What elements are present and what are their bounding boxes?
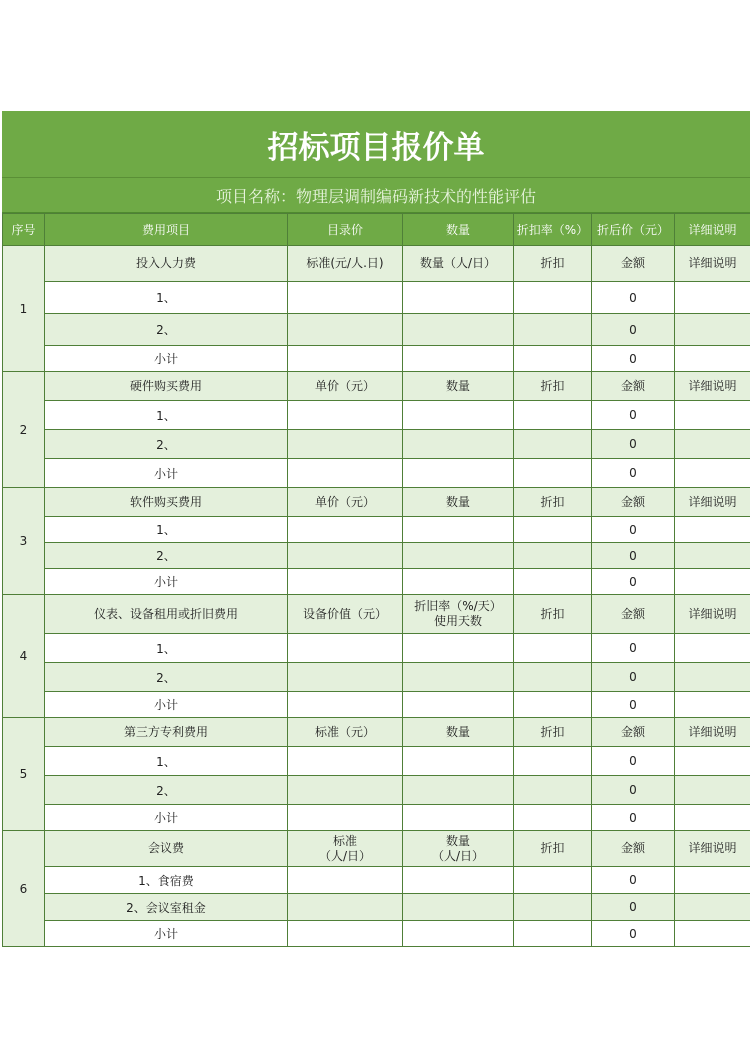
section-list-price: 单价（元） <box>288 488 403 517</box>
quantity-cell[interactable] <box>403 569 514 595</box>
section-quantity: 数量 （人/日） <box>403 831 514 867</box>
section-item: 第三方专利费用 <box>45 718 288 747</box>
amount-cell[interactable]: 0 <box>592 314 675 346</box>
details-cell[interactable] <box>675 517 750 543</box>
amount-cell[interactable]: 0 <box>592 692 675 718</box>
seq-number: 5 <box>3 718 45 831</box>
section-quantity: 数量 <box>403 488 514 517</box>
item-cell[interactable]: 1、 <box>45 282 288 314</box>
project-name-line: 项目名称：物理层调制编码新技术的性能评估 <box>2 178 750 213</box>
quantity-cell[interactable] <box>403 663 514 692</box>
quantity-cell[interactable] <box>403 894 514 921</box>
discount-cell[interactable] <box>514 805 592 831</box>
section-list-price: 单价（元） <box>288 372 403 401</box>
discount-cell[interactable] <box>514 663 592 692</box>
seq-number: 1 <box>3 246 45 372</box>
discount-cell[interactable] <box>514 401 592 430</box>
table-row <box>3 346 750 372</box>
list-price-cell[interactable] <box>288 921 403 947</box>
details-cell[interactable] <box>675 692 750 718</box>
section-row <box>3 595 750 634</box>
list-price-cell[interactable] <box>288 776 403 805</box>
table-row <box>3 894 750 921</box>
amount-cell[interactable]: 0 <box>592 401 675 430</box>
amount-cell[interactable]: 0 <box>592 569 675 595</box>
section-row <box>3 372 750 401</box>
section-discount: 折扣 <box>514 372 592 401</box>
list-price-cell[interactable] <box>288 401 403 430</box>
table-header-row <box>3 214 750 246</box>
section-item: 硬件购买费用 <box>45 372 288 401</box>
section-item: 仪表、设备租用或折旧费用 <box>45 595 288 634</box>
quantity-cell[interactable] <box>403 776 514 805</box>
header-discounted-price: 折后价（元） <box>592 214 675 246</box>
quote-sheet <box>2 111 750 947</box>
section-item: 投入人力费 <box>45 246 288 282</box>
amount-cell[interactable]: 0 <box>592 894 675 921</box>
list-price-cell[interactable] <box>288 894 403 921</box>
details-cell[interactable] <box>675 894 750 921</box>
item-cell[interactable]: 1、 <box>45 517 288 543</box>
item-cell[interactable]: 2、 <box>45 776 288 805</box>
header-discount-rate: 折扣率（%） <box>514 214 592 246</box>
details-cell[interactable] <box>675 543 750 569</box>
section-discount: 折扣 <box>514 831 592 867</box>
section-list-price: 标准（元） <box>288 718 403 747</box>
table-row <box>3 663 750 692</box>
section-list-price: 标准(元/人.日) <box>288 246 403 282</box>
table-row <box>3 692 750 718</box>
item-cell[interactable]: 1、食宿费 <box>45 867 288 894</box>
details-cell[interactable] <box>675 921 750 947</box>
header-list-price: 目录价 <box>288 214 403 246</box>
discount-cell[interactable] <box>514 346 592 372</box>
amount-cell[interactable]: 0 <box>592 517 675 543</box>
quantity-cell[interactable] <box>403 921 514 947</box>
item-cell[interactable]: 小计 <box>45 459 288 488</box>
discount-cell[interactable] <box>514 430 592 459</box>
quantity-cell[interactable] <box>403 282 514 314</box>
section-details: 详细说明 <box>675 718 750 747</box>
section-row <box>3 488 750 517</box>
table-body <box>3 246 750 947</box>
list-price-cell[interactable] <box>288 867 403 894</box>
discount-cell[interactable] <box>514 776 592 805</box>
quantity-cell[interactable] <box>403 401 514 430</box>
details-cell[interactable] <box>675 747 750 776</box>
seq-number: 4 <box>3 595 45 718</box>
section-list-price: 标准 （人/日） <box>288 831 403 867</box>
amount-cell[interactable]: 0 <box>592 663 675 692</box>
details-cell[interactable] <box>675 401 750 430</box>
list-price-cell[interactable] <box>288 517 403 543</box>
quantity-cell[interactable] <box>403 346 514 372</box>
section-row <box>3 831 750 867</box>
section-discount: 折扣 <box>514 488 592 517</box>
item-cell[interactable]: 1、 <box>45 747 288 776</box>
table-row <box>3 543 750 569</box>
table-row <box>3 921 750 947</box>
quantity-cell[interactable] <box>403 867 514 894</box>
section-amount: 金额 <box>592 831 675 867</box>
discount-cell[interactable] <box>514 569 592 595</box>
table-row <box>3 517 750 543</box>
section-quantity: 数量（人/日） <box>403 246 514 282</box>
list-price-cell[interactable] <box>288 634 403 663</box>
section-amount: 金额 <box>592 595 675 634</box>
item-cell[interactable]: 小计 <box>45 805 288 831</box>
discount-cell[interactable] <box>514 282 592 314</box>
section-discount: 折扣 <box>514 246 592 282</box>
section-item: 软件购买费用 <box>45 488 288 517</box>
quantity-cell[interactable] <box>403 692 514 718</box>
item-cell[interactable]: 2、 <box>45 314 288 346</box>
header-details: 详细说明 <box>675 214 750 246</box>
details-cell[interactable] <box>675 430 750 459</box>
discount-cell[interactable] <box>514 894 592 921</box>
list-price-cell[interactable] <box>288 569 403 595</box>
sheet-title: 招标项目报价单 <box>2 111 750 178</box>
quantity-cell[interactable] <box>403 430 514 459</box>
list-price-cell[interactable] <box>288 747 403 776</box>
amount-cell[interactable]: 0 <box>592 430 675 459</box>
section-details: 详细说明 <box>675 595 750 634</box>
details-cell[interactable] <box>675 867 750 894</box>
section-row <box>3 246 750 282</box>
discount-cell[interactable] <box>514 747 592 776</box>
discount-cell[interactable] <box>514 921 592 947</box>
quantity-cell[interactable] <box>403 543 514 569</box>
table-row <box>3 459 750 488</box>
amount-cell[interactable]: 0 <box>592 282 675 314</box>
amount-cell[interactable]: 0 <box>592 867 675 894</box>
section-discount: 折扣 <box>514 595 592 634</box>
item-cell[interactable]: 小计 <box>45 569 288 595</box>
amount-cell[interactable]: 0 <box>592 346 675 372</box>
details-cell[interactable] <box>675 805 750 831</box>
table-row <box>3 282 750 314</box>
list-price-cell[interactable] <box>288 543 403 569</box>
section-quantity: 数量 <box>403 718 514 747</box>
section-amount: 金额 <box>592 246 675 282</box>
table-row <box>3 776 750 805</box>
section-list-price: 设备价值（元） <box>288 595 403 634</box>
item-cell[interactable]: 2、 <box>45 430 288 459</box>
section-row <box>3 718 750 747</box>
section-amount: 金额 <box>592 718 675 747</box>
quantity-cell[interactable] <box>403 459 514 488</box>
table-row <box>3 805 750 831</box>
amount-cell[interactable]: 0 <box>592 776 675 805</box>
header-cost-item: 费用项目 <box>45 214 288 246</box>
details-cell[interactable] <box>675 634 750 663</box>
section-amount: 金额 <box>592 488 675 517</box>
quantity-cell[interactable] <box>403 314 514 346</box>
details-cell[interactable] <box>675 459 750 488</box>
amount-cell[interactable]: 0 <box>592 747 675 776</box>
item-cell[interactable]: 小计 <box>45 921 288 947</box>
discount-cell[interactable] <box>514 314 592 346</box>
item-cell[interactable]: 2、 <box>45 543 288 569</box>
item-cell[interactable]: 2、 <box>45 663 288 692</box>
list-price-cell[interactable] <box>288 692 403 718</box>
section-discount: 折扣 <box>514 718 592 747</box>
quantity-cell[interactable] <box>403 634 514 663</box>
discount-cell[interactable] <box>514 634 592 663</box>
details-cell[interactable] <box>675 282 750 314</box>
table-row <box>3 401 750 430</box>
quantity-cell[interactable] <box>403 805 514 831</box>
amount-cell[interactable]: 0 <box>592 543 675 569</box>
discount-cell[interactable] <box>514 517 592 543</box>
details-cell[interactable] <box>675 663 750 692</box>
section-details: 详细说明 <box>675 246 750 282</box>
list-price-cell[interactable] <box>288 430 403 459</box>
amount-cell[interactable]: 0 <box>592 459 675 488</box>
amount-cell[interactable]: 0 <box>592 921 675 947</box>
list-price-cell[interactable] <box>288 346 403 372</box>
quote-table <box>2 213 750 947</box>
item-cell[interactable]: 小计 <box>45 692 288 718</box>
section-details: 详细说明 <box>675 831 750 867</box>
list-price-cell[interactable] <box>288 459 403 488</box>
details-cell[interactable] <box>675 776 750 805</box>
header-quantity: 数量 <box>403 214 514 246</box>
list-price-cell[interactable] <box>288 805 403 831</box>
table-row <box>3 430 750 459</box>
details-cell[interactable] <box>675 569 750 595</box>
list-price-cell[interactable] <box>288 282 403 314</box>
table-row <box>3 569 750 595</box>
quantity-cell[interactable] <box>403 517 514 543</box>
discount-cell[interactable] <box>514 543 592 569</box>
seq-number: 3 <box>3 488 45 595</box>
section-quantity: 折旧率（%/天） 使用天数 <box>403 595 514 634</box>
item-cell[interactable]: 1、 <box>45 634 288 663</box>
amount-cell[interactable]: 0 <box>592 634 675 663</box>
quantity-cell[interactable] <box>403 747 514 776</box>
discount-cell[interactable] <box>514 459 592 488</box>
seq-number: 2 <box>3 372 45 488</box>
section-details: 详细说明 <box>675 372 750 401</box>
seq-number: 6 <box>3 831 45 947</box>
table-row <box>3 747 750 776</box>
item-cell[interactable]: 小计 <box>45 346 288 372</box>
details-cell[interactable] <box>675 314 750 346</box>
section-details: 详细说明 <box>675 488 750 517</box>
list-price-cell[interactable] <box>288 314 403 346</box>
discount-cell[interactable] <box>514 692 592 718</box>
table-row <box>3 314 750 346</box>
section-item: 会议费 <box>45 831 288 867</box>
section-amount: 金额 <box>592 372 675 401</box>
table-row <box>3 867 750 894</box>
item-cell[interactable]: 1、 <box>45 401 288 430</box>
details-cell[interactable] <box>675 346 750 372</box>
table-row <box>3 634 750 663</box>
discount-cell[interactable] <box>514 867 592 894</box>
header-seq: 序号 <box>3 214 45 246</box>
item-cell[interactable]: 2、会议室租金 <box>45 894 288 921</box>
list-price-cell[interactable] <box>288 663 403 692</box>
section-quantity: 数量 <box>403 372 514 401</box>
amount-cell[interactable]: 0 <box>592 805 675 831</box>
